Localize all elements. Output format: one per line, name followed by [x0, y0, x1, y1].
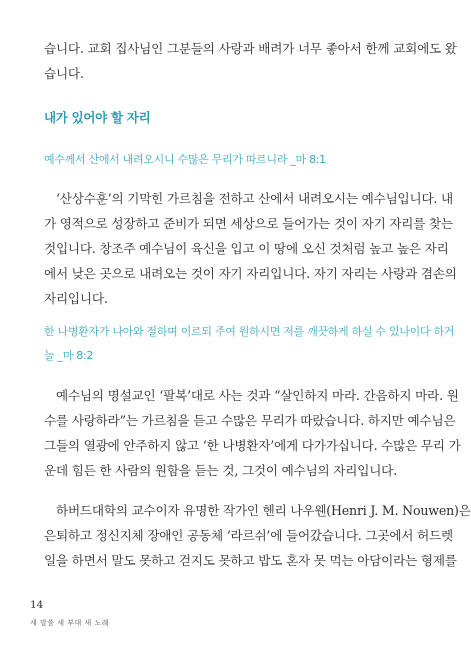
verse-quote-2 [44, 320, 455, 368]
body-paragraph-3 [44, 498, 471, 573]
text-line: 에서 낮은 곳으로 내려오는 것이 자기 자리입니다. 자기 자리는 사랑과 겸손의 [44, 266, 457, 281]
intro-paragraph [44, 36, 457, 86]
text-line: 자리입니다. [44, 291, 108, 306]
text-line: ‘산상수훈’의 기막힌 가르침을 전하고 산에서 내려오시는 예수님입니다. 내 [56, 191, 453, 206]
verse-quote-1 [44, 148, 434, 172]
text-line: 그들의 열광에 안주하지 않고 ‘한 나병환자’에게 다가가십니다. 수많은 무리 가 [44, 438, 461, 453]
body-paragraph-2 [44, 383, 461, 483]
text-line: 수를 사랑하라”는 가르침을 듣고 수많은 무리가 따랐습니다. 하지만 예수님은 [44, 413, 456, 428]
text-line: 은퇴하고 정신지체 장애인 공동체 ‘라르쉬’에 들어갔습니다. 그곳에서 허드렛 [44, 528, 453, 543]
text-line: 습니다. 교회 집사님인 그분들의 사랑과 배려가 너무 좋아서 한께 교회에도 왔 [44, 41, 457, 56]
text-line: 것입니다. 창조주 예수님이 육신을 입고 이 땅에 오신 것처럼 높고 높은 자리 [44, 241, 449, 256]
text-line: 하버드대학의 교수이자 유명한 작가인 헨리 나우웬(Henri J. M. Nouwen)은 [56, 503, 471, 518]
verse-line: 늘 _마 8:2 [44, 349, 94, 362]
body-paragraph-1 [44, 186, 457, 311]
text-line: 가 영적으로 성장하고 준비가 되면 세상으로 들어가는 것이 자기 자리를 찾는 [44, 216, 453, 231]
text-line: 예수님의 명설교인 ‘팔복’대로 사는 것과 “살인하지 마라. 간음하지 마라. 원 [56, 388, 459, 403]
verse-line: 예수께서 산에서 내려오시니 수많은 무리가 따르니라 _마 8:1 [44, 153, 326, 166]
text-line: 일을 하면서 말도 못하고 걷지도 못하고 밥도 혼자 못 먹는 아담이라는 형제를 [44, 553, 457, 568]
section-heading: 내가 있어야 할 자리 [44, 110, 151, 125]
page-number: 14 [30, 599, 44, 611]
text-line: 습니다. [44, 66, 84, 81]
running-footer-title: 새 말씀 새 부대 새 노래 [30, 619, 109, 627]
verse-line: 한 나병환자가 나아와 절하며 이르되 주여 원하시면 저를 깨끗하게 하실 수 있나이다 하거 [44, 325, 455, 338]
text-line: 운데 힘든 한 사람의 원함을 듣는 것, 그것이 예수님의 자리입니다. [44, 463, 397, 478]
